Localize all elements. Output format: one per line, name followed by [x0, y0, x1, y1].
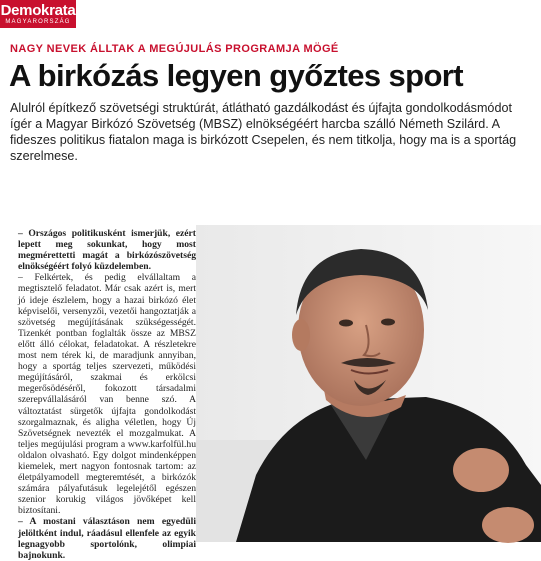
- body-column: [18, 228, 196, 561]
- kicker: NAGY NEVEK ÁLLTAK A MEGÚJULÁS PROGRAMJA MÖGÉ: [10, 43, 339, 55]
- masthead-logo[interactable]: [0, 0, 76, 28]
- headline: A birkózás legyen győztes sport: [9, 58, 463, 93]
- answer-1: – Felkértek, és pedig elvállaltam a megtisztelő feladatot. Már csak azért is, mert jó ideje észlelem, hogy a hazai birkózó élet képviselői, versenyzői, vezetői hangoztatják a szövetség megújításának szükségességét. Tizenkét pontban foglalták össze az MBSZ előtt álló célokat, feladatokat. A részletekre most nem térek ki, de maradjunk annyiban, hogy a sportág teljes szervezeti, működési megújításáról, szakmai és erkölcsi megerősödéséről, fokozott társadalmi szerepvállalásáról van benne szó. A változtatást sürgetők újfajta gondolkodást szorgalmaznak, és aligha véletlen, hogy Új Szövetségnek nevezték el mozgalmukat. A teljes megújulási program a www.karfolfül.hu oldalon olvasható. Egy dolgot mindenképpen kiemelek, mert nagyon fontosnak tartom: az életpályamodell megteremtését, a birkózók számára pályafutásuk legelejétől egészen szenior korukig világos jövőképet kell biztosítani.: [18, 272, 196, 517]
- question-1: – Országos politikusként ismerjük, ezért lepett meg sokunkat, hogy most megmérettetti magát a birkózószövetség elnökségéért folyó küzdelemben.: [18, 228, 196, 273]
- logo-edition: MAGYARORSZÁG: [5, 19, 71, 25]
- question-2: – A mostani választáson nem egyedüli jelöltként indul, ráadásul ellenfele az egyik legnagyobb sportolónk, olimpiai bajnokunk.: [18, 516, 196, 561]
- portrait-image: [196, 225, 541, 542]
- lead-paragraph: Alulról építkező szövetségi struktúrát, átlátható gazdálkodást és újfajta gondolkodásmódot ígér a Magyar Birkózó Szövetség (MBSZ) elnökségéért harcba szálló Németh Szilárd. A fideszes politikus fiatalon maga is birkózott Csepelen, és nem titkolja, hogy ma is a sportág szerelmese.: [10, 101, 517, 163]
- logo-brand: Demokrata: [0, 2, 76, 19]
- portrait-photo: [196, 225, 541, 542]
